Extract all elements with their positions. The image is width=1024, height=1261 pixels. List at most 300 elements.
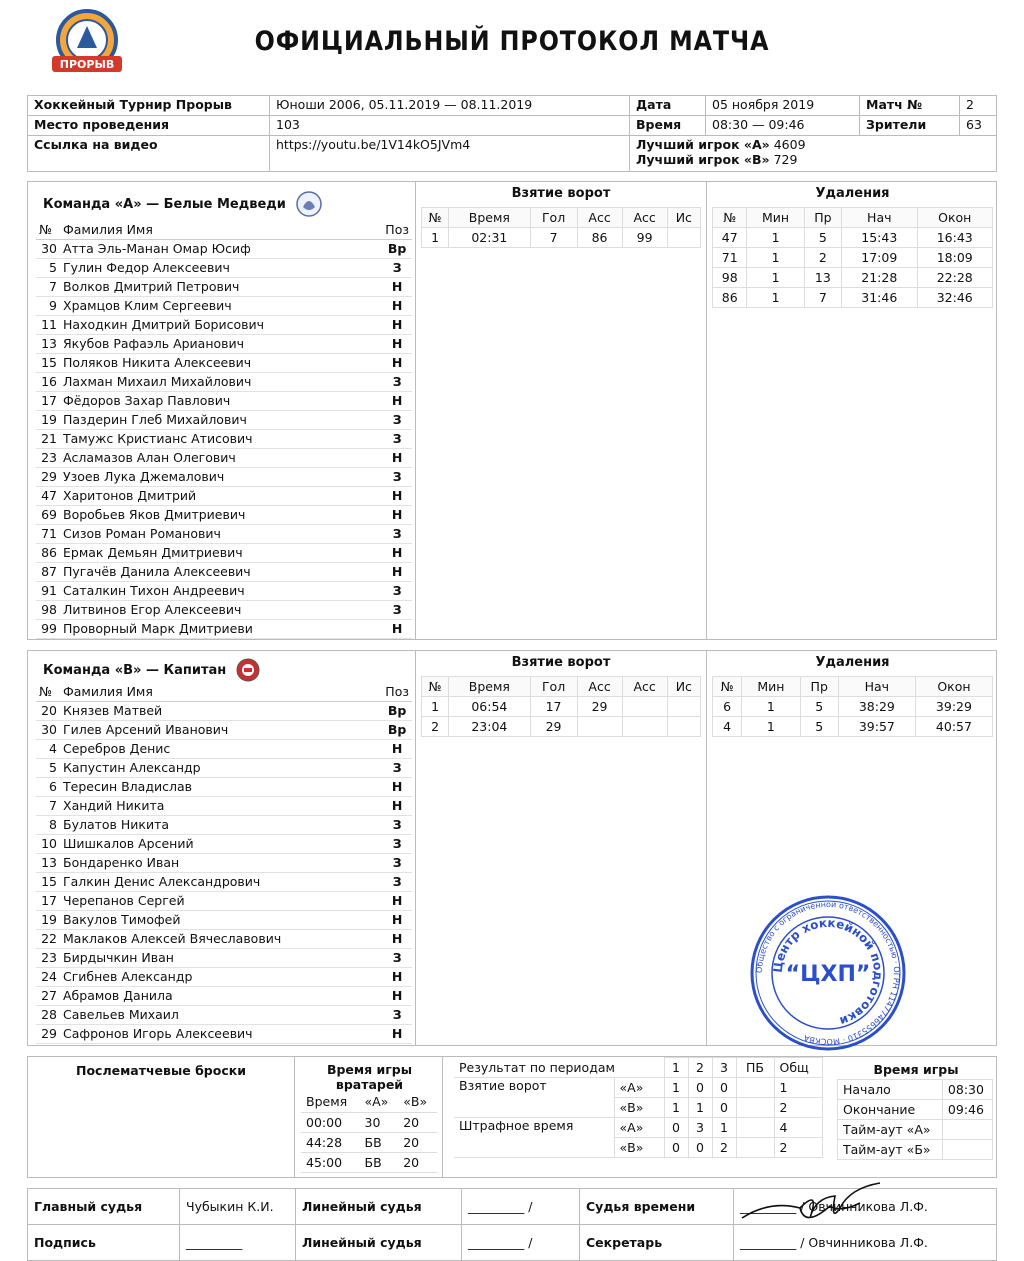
penalty-start: 31:46 [842,288,917,308]
team-b-label: «В» [614,1098,664,1118]
roster-row [36,1024,412,1043]
player-position: Н [382,986,412,1005]
player-name: Проворный Марк Дмитриеви [60,619,382,638]
roster-row [36,986,412,1005]
signature-label: Подпись [28,1225,180,1261]
team-a-title: Команда «А» — Белые Медведи [43,196,286,212]
penalty-row [713,248,993,268]
team-a-roster-table [36,220,412,639]
page-title: ОФИЦИАЛЬНЫЙ ПРОТОКОЛ МАТЧА [254,26,770,57]
player-number: 17 [36,891,60,910]
pim-a-pb [736,1118,774,1138]
player-number: 22 [36,929,60,948]
col-num: № [36,220,60,239]
team-a-penalties [707,182,998,639]
player-position: Н [382,315,412,334]
player-number: 30 [36,720,60,739]
player-name: Князев Матвей [60,701,382,720]
player-position: З [382,524,412,543]
player-name: Воробьев Яков Дмитриевич [60,505,382,524]
goalie-b: 20 [398,1112,437,1132]
player-name: Абрамов Данила [60,986,382,1005]
chief-referee-value: Чубыкин К.И. [180,1189,296,1225]
player-position: Н [382,910,412,929]
player-name: Савельев Михаил [60,1005,382,1024]
pim-b-3: 2 [712,1138,736,1158]
col-assist1: Асс [577,677,622,697]
pim-b-2: 0 [688,1138,712,1158]
player-number: 8 [36,815,60,834]
penalty-pr: 13 [804,268,841,288]
player-name: Поляков Никита Алексеевич [60,353,382,372]
roster-row [36,562,412,581]
player-position: Н [382,562,412,581]
match-value: 2 [960,96,997,116]
pim-row-label: Штрафное время [454,1118,614,1158]
pim-a-3: 1 [712,1118,736,1138]
player-name: Паздерин Глеб Михайлович [60,410,382,429]
shootout-title: Послематчевые броски [75,1063,246,1078]
col-goal: Гол [530,208,577,228]
goals-a-3: 0 [712,1078,736,1098]
col-end: Окон [917,208,993,228]
pim-b-1: 0 [664,1138,688,1158]
goals-row-label: Взятие ворот [454,1078,614,1118]
penalty-end: 32:46 [917,288,993,308]
player-name: Бондаренко Иван [60,853,382,872]
player-position: З [382,467,412,486]
player-name: Сафронов Игорь Алексеевич [60,1024,382,1043]
secretary-value: _________ / Овчинникова Л.Ф. [734,1225,997,1261]
player-number: 23 [36,448,60,467]
col-pb: ПБ [736,1058,774,1078]
roster-row [36,777,412,796]
player-name: Сизов Роман Романович [60,524,382,543]
player-position: Н [382,334,412,353]
team-b-roster [28,651,416,1045]
date-value: 05 ноября 2019 [706,96,860,116]
goal-row [422,697,701,717]
team-a-section [27,181,997,640]
goals-b-1: 1 [664,1098,688,1118]
end-label: Окончание [838,1100,943,1120]
player-number: 19 [36,410,60,429]
penalty-min: 1 [747,268,804,288]
player-name: Пугачёв Данила Алексеевич [60,562,382,581]
official-stamp [748,893,908,1053]
player-name: Атта Эль-Манан Омар Юсиф [60,239,382,258]
player-position: З [382,834,412,853]
video-label: Ссылка на видео [28,136,270,172]
goal-goal: 29 [530,717,577,737]
penalty-pr: 7 [804,288,841,308]
roster-row [36,796,412,815]
penalty-pr: 5 [800,697,838,717]
player-position: З [382,872,412,891]
penalty-num: 71 [713,248,747,268]
col-pos: Поз [382,220,412,239]
player-position: Н [382,796,412,815]
team-a-goals-table [421,207,701,248]
roster-row [36,701,412,720]
video-link[interactable]: https://youtu.be/1V14kO5JVm4 [270,136,630,172]
player-position: Н [382,486,412,505]
player-name: Храмцов Клим Сергеевич [60,296,382,315]
roster-row [36,619,412,638]
linesman2-value: _________ / [462,1225,580,1261]
roster-row [36,600,412,619]
timeout-a-value [942,1120,992,1140]
col-pr: Пр [800,677,838,697]
goal-time: 23:04 [449,717,531,737]
goal-a1: 29 [577,697,622,717]
player-position: Н [382,391,412,410]
penalty-end: 40:57 [915,717,992,737]
goal-n: 1 [422,697,449,717]
player-position: Н [382,448,412,467]
period-results-box [454,1057,834,1177]
player-name: Серебров Денис [60,739,382,758]
signature-value: _________ [180,1225,296,1261]
col-time: Время [449,208,531,228]
team-b-logo-icon [236,658,260,682]
goalie-time: 00:00 [301,1112,360,1132]
player-position: Вр [382,720,412,739]
venue-value: 103 [270,116,630,136]
roster-row [36,967,412,986]
stamp-center-text: “ЦХП” [785,962,871,987]
team-b-goals [416,651,707,1045]
player-number: 20 [36,701,60,720]
col-name: Фамилия Имя [60,682,382,701]
player-position: Н [382,891,412,910]
match-label: Матч № [860,96,960,116]
roster-row [36,739,412,758]
player-number: 10 [36,834,60,853]
player-number: 19 [36,910,60,929]
team-b-title-row [43,658,260,682]
penalty-pr: 5 [800,717,838,737]
team-b-goals-title: Взятие ворот [511,655,611,670]
player-position: З [382,600,412,619]
linesman1-label: Линейный судья [296,1189,462,1225]
player-name: Тамужс Кристианс Атисович [60,429,382,448]
goal-goal: 7 [530,228,577,248]
goalie-time-row [301,1132,437,1152]
player-name: Асламазов Алан Олегович [60,448,382,467]
penalty-start: 21:28 [842,268,917,288]
goals-b-2: 1 [688,1098,712,1118]
roster-row [36,581,412,600]
player-position: Н [382,353,412,372]
team-a-label: «А» [614,1118,664,1138]
pim-a-2: 3 [688,1118,712,1138]
game-time-table [837,1079,993,1160]
goals-a-2: 0 [688,1078,712,1098]
penalty-end: 18:09 [917,248,993,268]
player-number: 15 [36,872,60,891]
roster-row [36,910,412,929]
roster-row [36,353,412,372]
penalty-end: 39:29 [915,697,992,717]
match-info-table [27,95,997,172]
goals-a-total: 1 [774,1078,822,1098]
pim-b-pb [736,1138,774,1158]
penalty-pr: 2 [804,248,841,268]
venue-label: Место проведения [28,116,270,136]
roster-row [36,948,412,967]
player-position: Н [382,1024,412,1043]
pim-a-total: 4 [774,1118,822,1138]
goal-is [667,697,700,717]
team-a-title-row [43,191,322,217]
roster-row [36,929,412,948]
player-number: 27 [36,986,60,1005]
period-results-table [454,1057,823,1158]
penalty-min: 1 [747,228,804,248]
team-a-roster [28,182,416,639]
player-number: 29 [36,1024,60,1043]
goals-b-3: 0 [712,1098,736,1118]
goals-b-total: 2 [774,1098,822,1118]
player-position: З [382,258,412,277]
player-number: 13 [36,853,60,872]
player-name: Харитонов Дмитрий [60,486,382,505]
player-name: Находкин Дмитрий Борисович [60,315,382,334]
goalie-a: БВ [360,1152,399,1172]
best-players [630,136,997,172]
timeout-a-label: Тайм-аут «А» [838,1120,943,1140]
team-a-logo-icon [296,191,322,217]
penalty-row [713,268,993,288]
roster-row [36,505,412,524]
player-number: 5 [36,258,60,277]
penalty-pr: 5 [804,228,841,248]
start-label: Начало [838,1080,943,1100]
player-position: З [382,948,412,967]
col-end: Окон [915,677,992,697]
summary-section [27,1056,997,1178]
date-label: Дата [630,96,706,116]
player-number: 7 [36,796,60,815]
stamp-ring-text: Общество с ограниченной ответственностью · ОГРН 1147746655310 · МОСКВА [754,899,902,1047]
logo-text: ПРОРЫВ [59,58,115,71]
player-position: З [382,815,412,834]
goalie-time: 44:28 [301,1132,360,1152]
player-number: 9 [36,296,60,315]
roster-row [36,891,412,910]
roster-row [36,448,412,467]
col-name: Фамилия Имя [60,220,382,239]
roster-row [36,853,412,872]
goal-row [422,717,701,737]
roster-row [36,296,412,315]
roster-row [36,720,412,739]
penalty-min: 1 [742,697,800,717]
roster-row [36,467,412,486]
penalty-num: 6 [713,697,742,717]
penalty-min: 1 [747,248,804,268]
player-number: 69 [36,505,60,524]
roster-row [36,391,412,410]
player-position: Н [382,277,412,296]
team-b-goals-table [421,676,701,737]
player-name: Волков Дмитрий Петрович [60,277,382,296]
player-number: 21 [36,429,60,448]
player-position: З [382,372,412,391]
penalty-row [713,288,993,308]
player-name: Гилев Арсений Иванович [60,720,382,739]
roster-row [36,239,412,258]
player-number: 87 [36,562,60,581]
col-time: Время [301,1092,360,1112]
player-name: Шишкалов Арсений [60,834,382,853]
roster-row [36,334,412,353]
col-start: Нач [842,208,917,228]
player-name: Хандий Никита [60,796,382,815]
goals-a-1: 1 [664,1078,688,1098]
player-position: З [382,853,412,872]
player-name: Тересин Владислав [60,777,382,796]
player-number: 16 [36,372,60,391]
player-number: 30 [36,239,60,258]
penalty-num: 98 [713,268,747,288]
team-a-label: «А» [614,1078,664,1098]
goal-a2 [622,717,667,737]
timekeeper-value: _________ / Овчинникова Л.Ф. [734,1189,997,1225]
chief-referee-label: Главный судья [28,1189,180,1225]
player-name: Бирдычкин Иван [60,948,382,967]
col-num: № [713,208,747,228]
col-p1: 1 [664,1058,688,1078]
goal-goal: 17 [530,697,577,717]
col-num: № [422,208,449,228]
player-name: Черепанов Сергей [60,891,382,910]
player-number: 6 [36,777,60,796]
goal-is [667,228,700,248]
penalty-num: 86 [713,288,747,308]
goalie-time-table [301,1092,437,1173]
goal-a1 [577,717,622,737]
player-position: З [382,429,412,448]
timeout-b-label: Тайм-аут «Б» [838,1140,943,1160]
player-number: 91 [36,581,60,600]
player-number: 71 [36,524,60,543]
roster-row [36,815,412,834]
viewers-value: 63 [960,116,997,136]
player-name: Саталкин Тихон Андреевич [60,581,382,600]
player-number: 24 [36,967,60,986]
roster-row [36,258,412,277]
player-position: З [382,581,412,600]
player-position: Н [382,967,412,986]
pim-a-1: 0 [664,1118,688,1138]
goal-time: 06:54 [449,697,531,717]
player-position: З [382,410,412,429]
col-total: Общ [774,1058,822,1078]
roster-row [36,758,412,777]
penalty-start: 17:09 [842,248,917,268]
linesman2-label: Линейный судья [296,1225,462,1261]
stamp-inner-text: Центр хоккейной подготовки [770,915,886,1029]
tournament-value: Юноши 2006, 05.11.2019 — 08.11.2019 [270,96,630,116]
penalty-start: 38:29 [838,697,915,717]
roster-row [36,486,412,505]
best-a-label: Лучший игрок «А» [636,137,770,152]
player-name: Вакулов Тимофей [60,910,382,929]
col-p3: 3 [712,1058,736,1078]
team-a-pens-title: Удаления [815,186,890,201]
player-position: Н [382,543,412,562]
player-position: З [382,758,412,777]
goal-n: 1 [422,228,449,248]
shootout-box [28,1057,295,1177]
col-is: Ис [667,208,700,228]
game-time-title: Время игры [873,1062,959,1077]
goal-row [422,228,701,248]
player-position: Вр [382,701,412,720]
col-p2: 2 [688,1058,712,1078]
penalty-row [713,697,993,717]
penalty-num: 4 [713,717,742,737]
player-name: Сгибнев Александр [60,967,382,986]
col-is: Ис [667,677,700,697]
periods-title: Результат по периодам [454,1058,664,1078]
roster-row [36,1005,412,1024]
col-start: Нач [838,677,915,697]
goalie-time: 45:00 [301,1152,360,1172]
start-value: 08:30 [942,1080,992,1100]
player-number: 99 [36,619,60,638]
player-position: Н [382,619,412,638]
col-b: «В» [398,1092,437,1112]
roster-row [36,543,412,562]
col-num: № [36,682,60,701]
team-a-pens-table [712,207,993,308]
game-time-box [837,1057,995,1177]
team-b-label: «В» [614,1138,664,1158]
penalty-row [713,717,993,737]
player-number: 11 [36,315,60,334]
viewers-label: Зрители [860,116,960,136]
player-number: 5 [36,758,60,777]
player-number: 15 [36,353,60,372]
player-position: Вр [382,239,412,258]
penalty-end: 16:43 [917,228,993,248]
player-number: 7 [36,277,60,296]
player-number: 29 [36,467,60,486]
player-position: Н [382,505,412,524]
col-assist1: Асс [577,208,622,228]
roster-row [36,410,412,429]
player-number: 28 [36,1005,60,1024]
roster-row [36,834,412,853]
player-name: Лахман Михаил Михайлович [60,372,382,391]
penalty-start: 15:43 [842,228,917,248]
col-a: «А» [360,1092,399,1112]
col-pos: Поз [382,682,412,701]
team-b-pens-table [712,676,993,737]
best-a-value: 4609 [773,137,806,152]
penalty-min: 1 [742,717,800,737]
roster-row [36,315,412,334]
handwritten-signature [740,1178,890,1238]
goal-a2 [622,697,667,717]
player-name: Якубов Рафаэль Арианович [60,334,382,353]
player-name: Булатов Никита [60,815,382,834]
player-number: 17 [36,391,60,410]
goal-a2: 99 [622,228,667,248]
